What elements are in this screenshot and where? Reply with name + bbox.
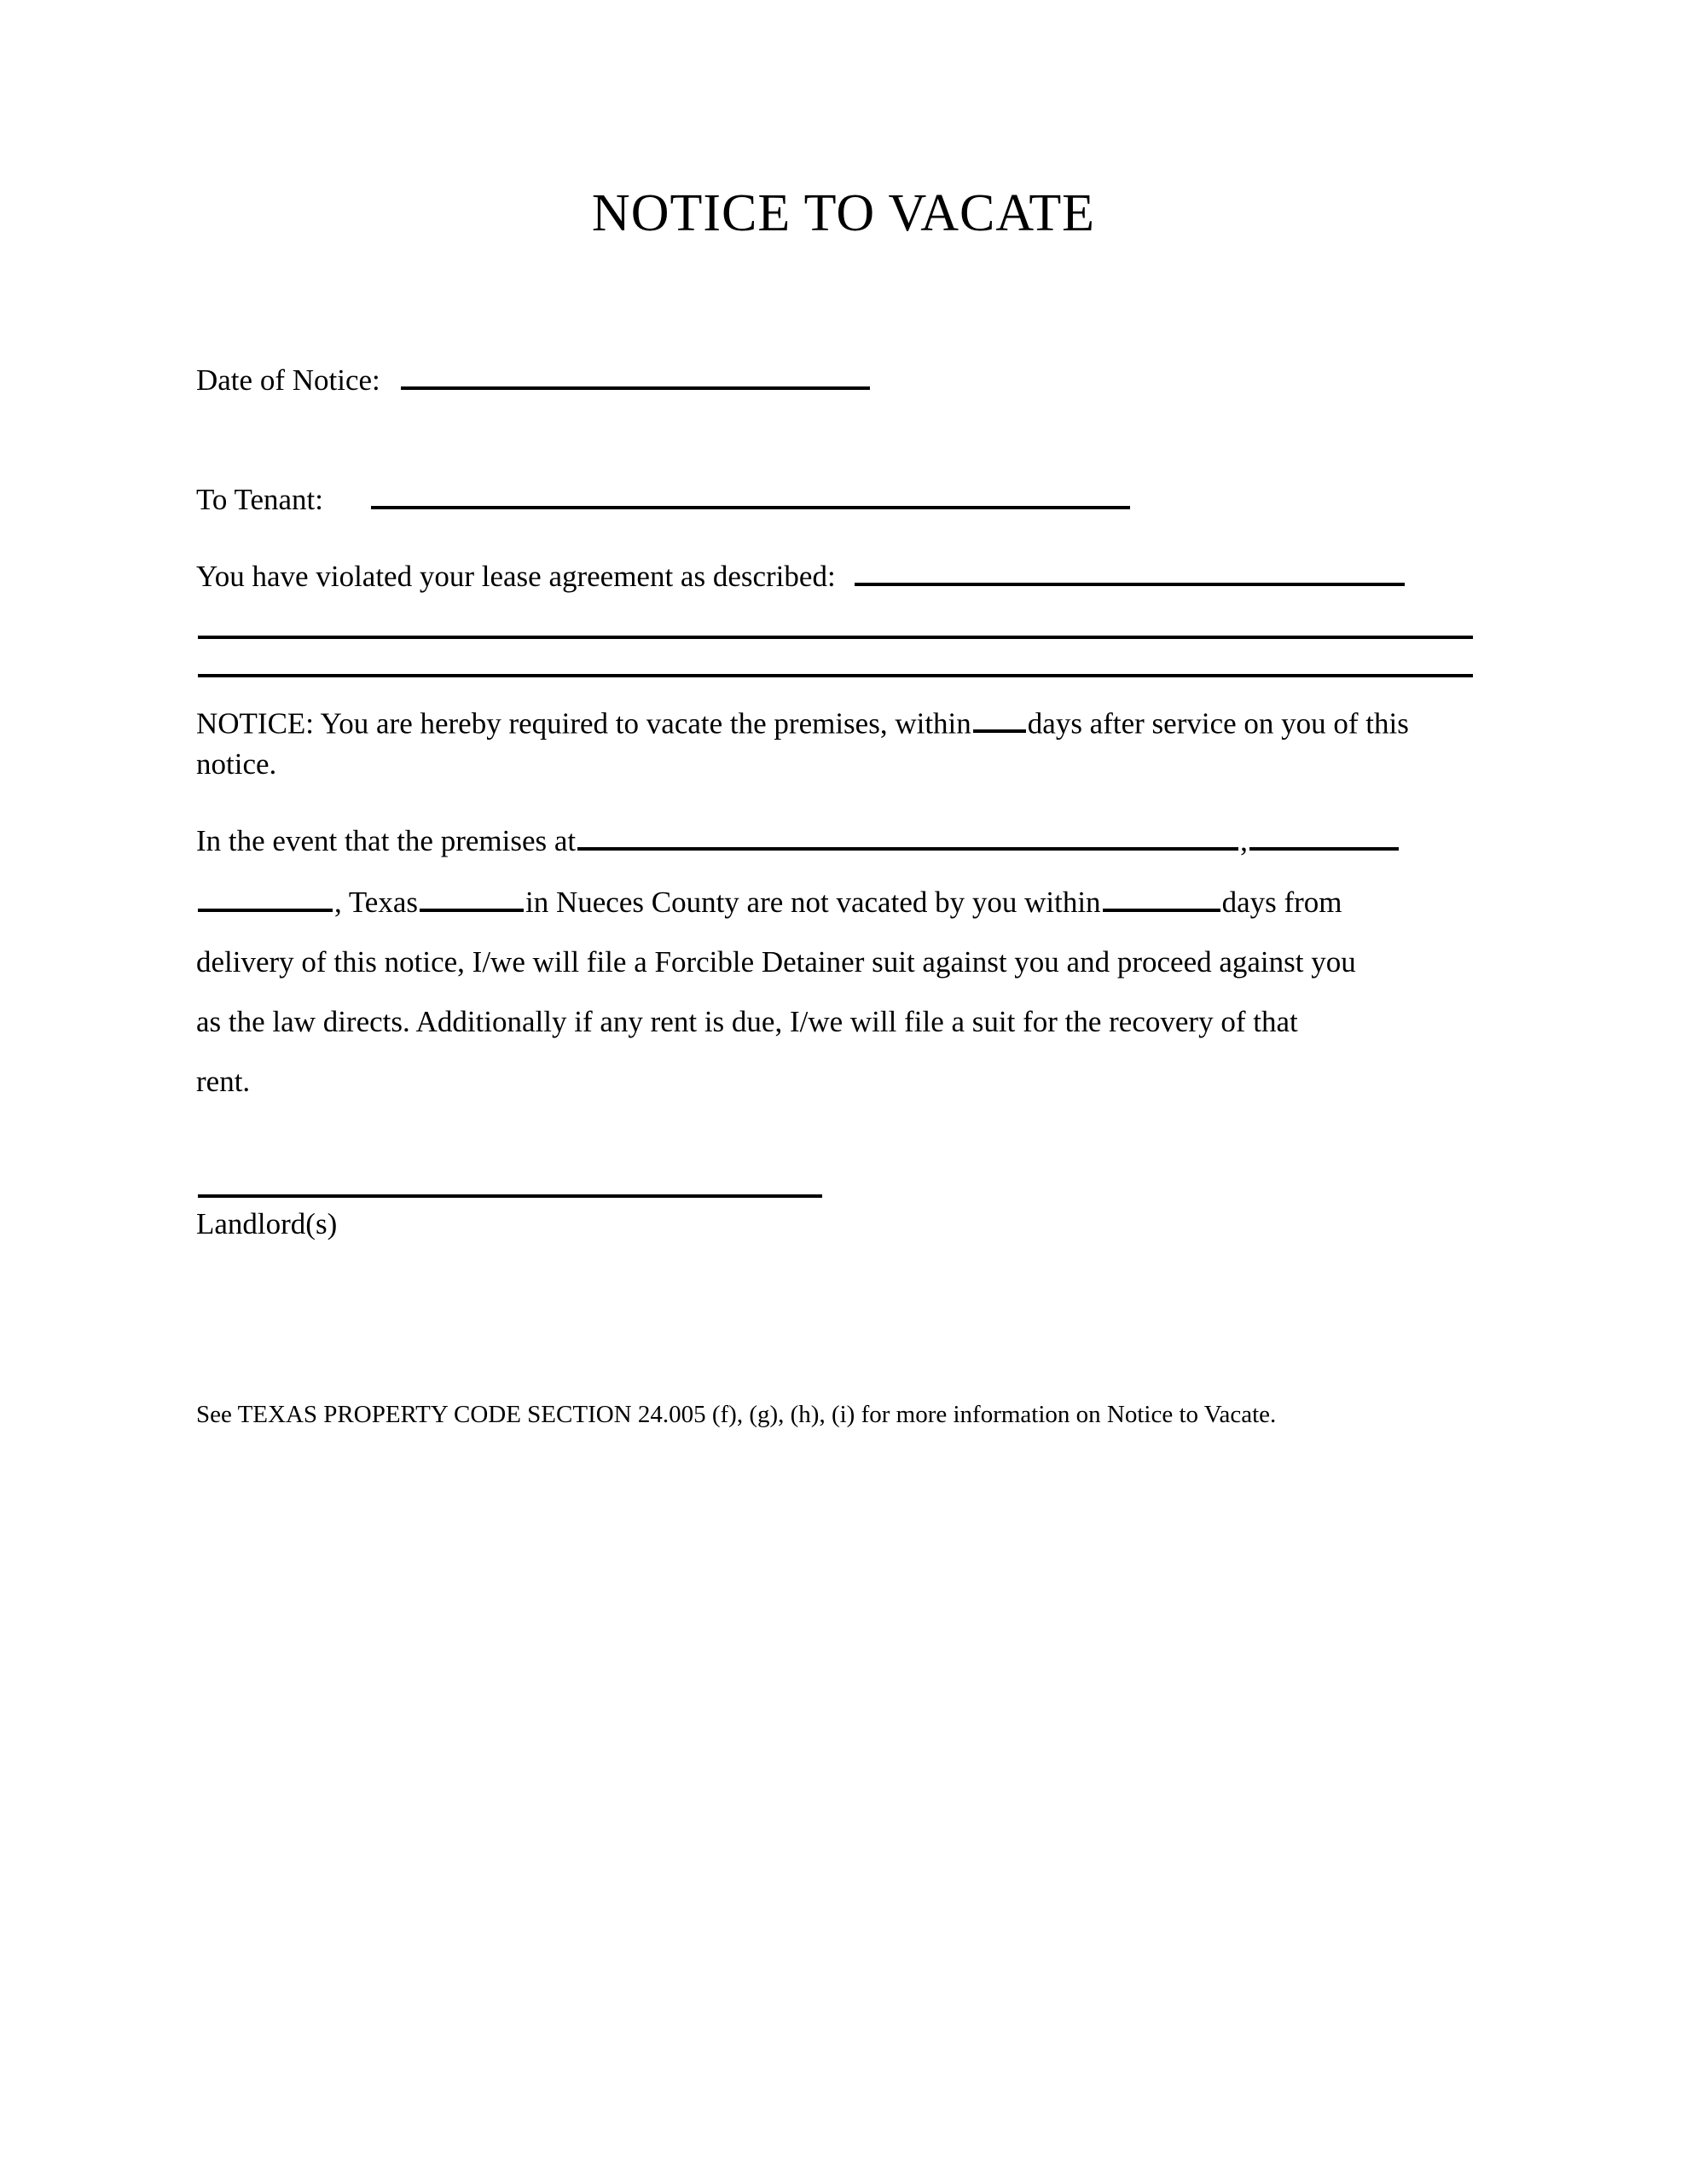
notice-paragraph-part-1: NOTICE: You are hereby required to vacate the premises, within (196, 706, 971, 741)
premises-zip-blank[interactable] (420, 880, 524, 912)
violation-blank-1[interactable] (855, 553, 1405, 586)
to-tenant-row (196, 476, 1130, 520)
body-line-1 (196, 810, 1527, 873)
page-title: NOTICE TO VACATE (591, 184, 1096, 242)
landlord-signature-label: Landlord(s) (196, 1207, 338, 1240)
body-line-2 (196, 872, 1527, 934)
date-of-notice-label: Date of Notice: (196, 363, 380, 397)
premises-city-blank-part-1[interactable] (1249, 819, 1399, 851)
body-line-5-text: rent. (196, 1065, 251, 1098)
date-of-notice-blank[interactable] (401, 357, 870, 390)
statute-reference-note: See TEXAS PROPERTY CODE SECTION 24.005 (f), (g), (h), (i) for more information on Notice to Vacate. (196, 1401, 1277, 1428)
notice-paragraph (196, 701, 1475, 784)
premises-address-blank[interactable] (577, 819, 1238, 851)
body-line-3 (196, 932, 1535, 994)
violation-blank-2[interactable] (198, 636, 1473, 639)
vacate-days-blank[interactable] (1103, 880, 1220, 912)
notice-paragraph-part-2: days after service on you of this notice. (196, 706, 1409, 781)
body-line-4 (196, 991, 1535, 1054)
landlord-signature-line[interactable] (198, 1194, 822, 1198)
body-line-2-text-c: days from (1221, 886, 1342, 919)
violation-label: You have violated your lease agreement as described: (196, 560, 836, 593)
body-line-2-text-b: in Nueces County are not vacated by you within (525, 886, 1101, 919)
date-of-notice-row (196, 357, 870, 400)
body-line-3-text: delivery of this notice, I/we will file a Forcible Detainer suit against you and proceed against you (196, 945, 1356, 979)
to-tenant-blank[interactable] (371, 476, 1130, 509)
notice-days-blank[interactable] (973, 701, 1026, 733)
body-line-4-text: as the law directs. Additionally if any rent is due, I/we will file a suit for the recovery of that (196, 1005, 1298, 1038)
body-line-5 (196, 1051, 1535, 1113)
violation-blank-3[interactable] (198, 674, 1473, 677)
premises-city-blank-part-2[interactable] (198, 880, 333, 912)
to-tenant-label: To Tenant: (196, 483, 324, 516)
body-line-1-comma: , (1240, 824, 1248, 857)
body-line-2-text-a: , Texas (334, 886, 418, 919)
body-line-1-text-a: In the event that the premises at (196, 824, 577, 857)
violation-row (196, 553, 1405, 596)
